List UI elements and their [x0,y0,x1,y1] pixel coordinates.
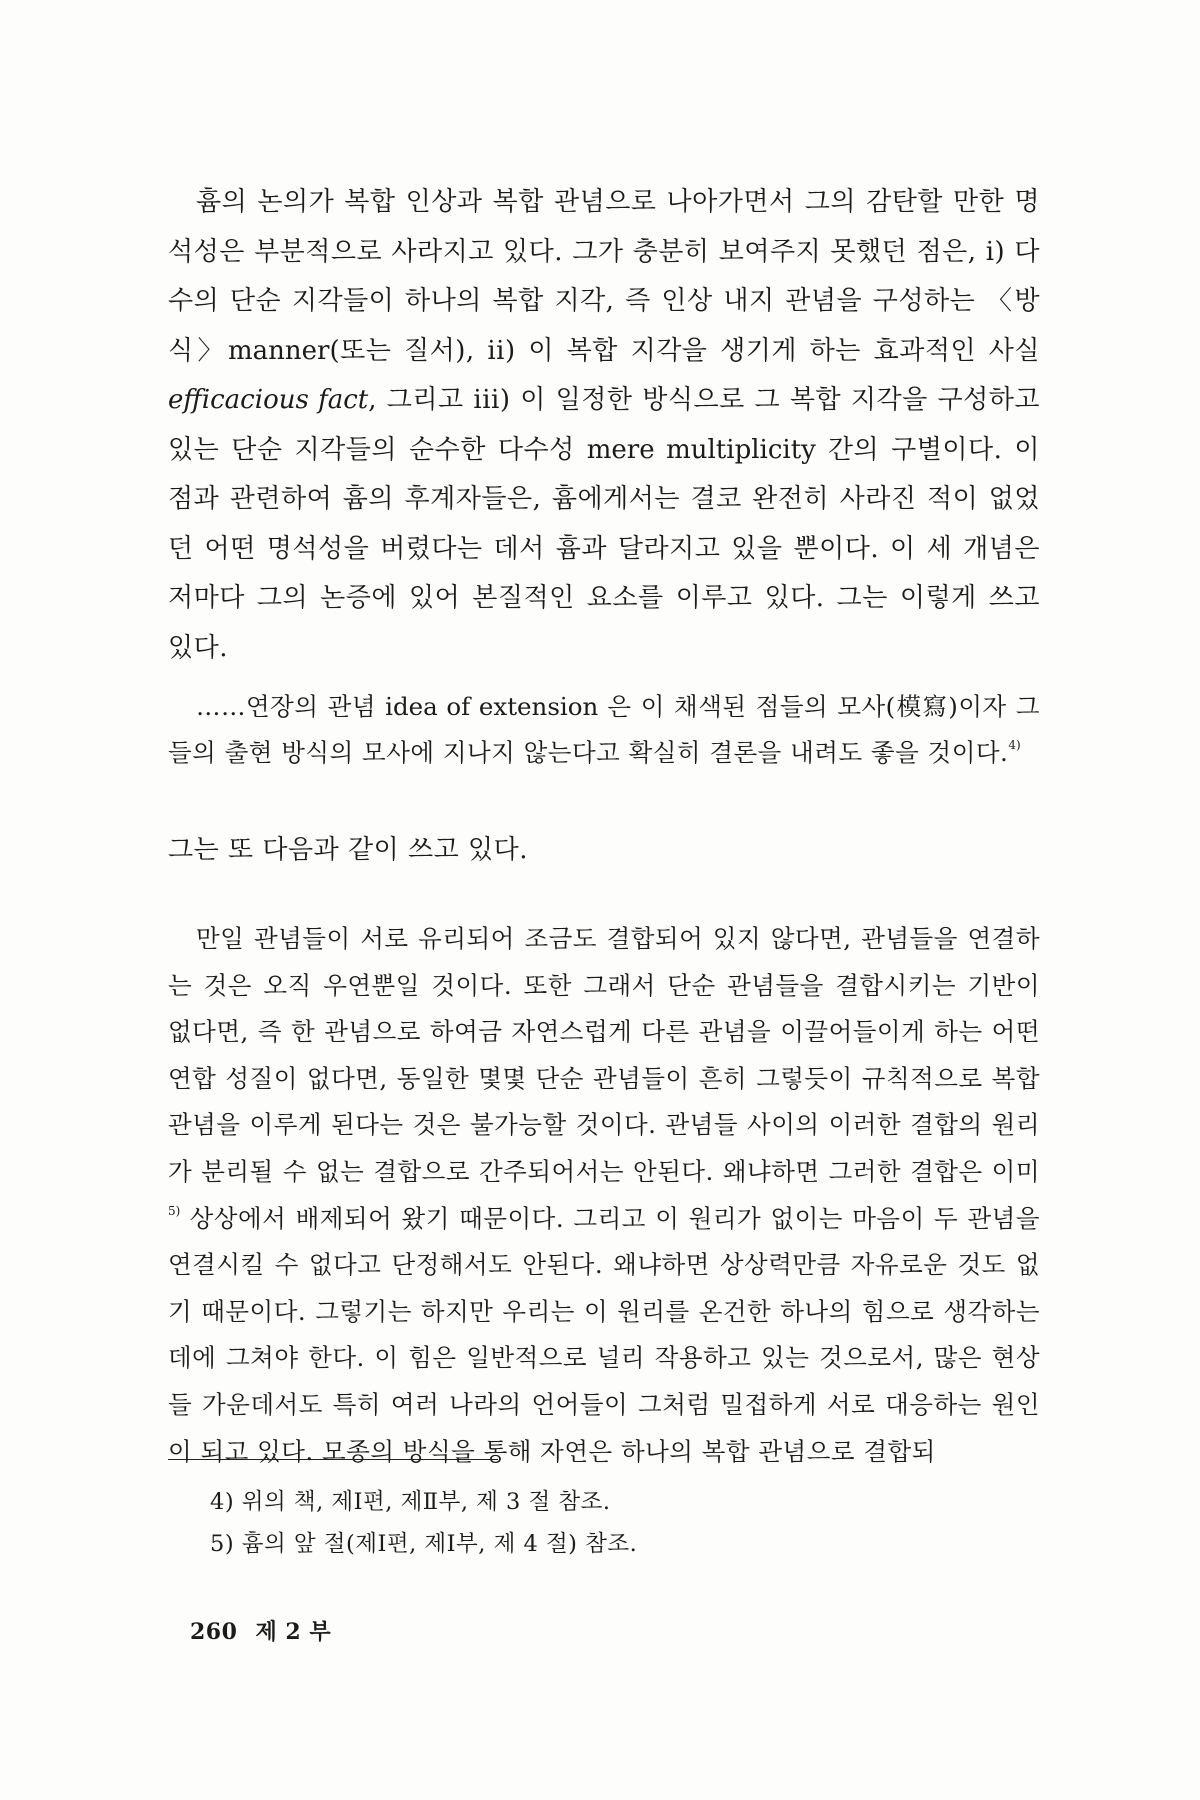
body-paragraph-1 [168,178,1040,673]
text-run: 흄의 논의가 복합 인상과 복합 관념으로 나아가면서 그의 감탄할 만한 명석성은 부분적으로 사라지고 있다. 그가 충분히 보여주지 못했던 점은, i) 다수의 단순 지각들이 하나의 복합 지각, 즉 인상 내지 관념을 구성하는 〈방식〉 [168,187,1040,366]
text-run: 만일 관념들이 서로 유리되어 조금도 결합되어 있지 않다면, 관념들을 연결하는 것은 오직 우연뿐일 것이다. 또한 그래서 단순 관념들을 결합시키는 기반이 없다면, 즉 한 관념으로 하여금 자연스럽게 다른 관념을 이끌어들이게 하는 어떤 연합 성질이 없다면, 동일한 몇몇 단순 관념들이 흔히 그렇듯이 규칙적으로 복합 관념을 이루게 된다는 것은 불가능할 것이다. 관념들 사이의 이러한 결합의 원리가 분리될 수 없는 결합으로 간주되어서는 안된다. 왜냐하면 그러한 결합은 이미 [168,924,1040,1186]
english-term-idea-of-extension: idea of extension [385,692,599,721]
footnote-divider [168,1459,498,1460]
page-footer [190,1617,349,1647]
block-quote-2 [168,916,1040,1475]
footnote-5: 5) 흄의 앞 절(제Ⅰ편, 제Ⅰ부, 제 4 절) 참조. [210,1531,638,1557]
block-quote-1 [168,684,1040,776]
footnote-ref-5: 5) [168,1203,181,1218]
page-number: 260 [190,1619,238,1645]
text-run: 간의 구별이다. 이 점과 관련하여 흄의 후계자들은, 흄에게서는 결코 완전히 사라진 적이 없었던 어떤 명석성을 버렸다는 데서 흄과 달라지고 있을 뿐이다. 이 세 개념은 저마다 그의 논증에 있어 본질적인 요소를 이루고 있다. 그는 이렇게 쓰고 있다. [168,434,1041,663]
text-run: 은 이 채색된 점들의 모사(模寫)이자 그들의 출현 방식의 모사에 지나지 않는다고 확실히 결론을 내려도 좋을 것이다. [168,692,1041,767]
english-term-efficacious-fact: efficacious fact [168,385,369,415]
section-label: 제 2 부 [255,1619,332,1645]
body-paragraph-2: 그는 또 다음과 같이 쓰고 있다. [168,835,528,865]
text-run: ……연장의 관념 [196,692,386,721]
text-run: (또는 질서), ii) 이 복합 지각을 생기게 하는 효과적인 사실 [329,335,1040,366]
footnote-4: 4) 위의 책, 제Ⅰ편, 제Ⅱ부, 제 3 절 참조. [210,1489,611,1515]
footnote-ref-4: 4) [1008,738,1021,752]
text-run: 상상에서 배제되어 왔기 때문이다. 그리고 이 원리가 없이는 마음이 두 관념을 연결시킬 수 없다고 단정해서도 안된다. 왜냐하면 상상력만큼 자유로운 것도 없기 때문이다. 그렇기는 하지만 우리는 이 원리를 온건한 하나의 힘으로 생각하는 데에 그쳐야 한다. 이 힘은 일반적으로 널리 작용하고 있는 것으로서, 많은 현상들 가운데서도 특히 여러 나라의 언어들이 그처럼 밀접하게 서로 대응하는 원인이 되고 있다. 모종의 방식을 통해 자연은 하나의 복합 관념으로 결합되 [168,1203,1040,1466]
english-term-mere-multiplicity: mere multiplicity [586,434,816,465]
text-run: , 그리고 iii) 이 일정한 방식으로 그 복합 지각을 구성하고 있는 단순 지각들의 순수한 다수성 [168,385,1040,465]
english-term-manner: manner [227,335,330,366]
